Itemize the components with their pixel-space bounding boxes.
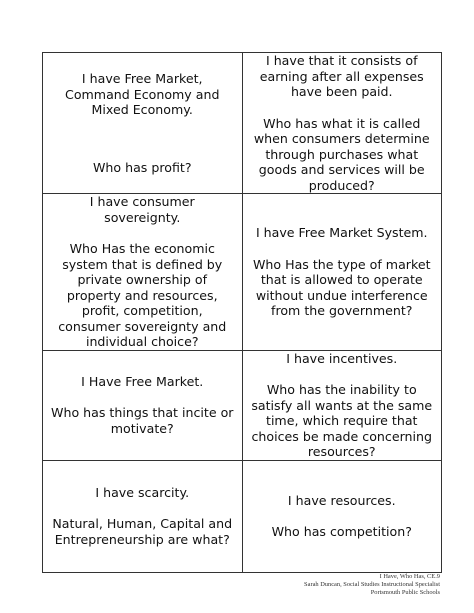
card: [43, 53, 243, 194]
card-have-text: I have resources.: [287, 492, 396, 508]
card-have-text: I have Free Market, Command Economy and Mixed Economy.: [65, 71, 220, 117]
card: [242, 194, 442, 351]
card: [43, 350, 243, 460]
card-have-text: I have incentives.: [286, 350, 398, 366]
card: [43, 460, 243, 572]
footer-title: I Have, Who Has, CE.9: [379, 573, 440, 580]
card-have-text: I have Free Market System.: [255, 225, 428, 240]
card-who-text: Who has competition?: [271, 524, 412, 539]
card: [242, 460, 442, 572]
card-have-text: I have scarcity.: [95, 484, 190, 500]
card-who-text: Who has the inability to satisfy all wants at the same time, which require that choices be made concerning resources?: [251, 382, 433, 459]
card-who-text: Who has things that incite or motivate?: [51, 405, 234, 436]
card: [242, 350, 442, 460]
card-grid: [42, 52, 442, 573]
footer-author: Sarah Duncan, Social Studies Instructional Specialist: [304, 581, 440, 588]
card-row: [43, 194, 442, 351]
card-who-text: Who has profit?: [92, 159, 192, 175]
card-row: [43, 350, 442, 460]
card-row: [43, 53, 442, 194]
card-who-text: Natural, Human, Capital and Entrepreneurship are what?: [52, 516, 233, 547]
card-row: [43, 460, 442, 572]
card-have-text: I have consumer sovereignty.: [89, 194, 195, 225]
card-have-text: I have that it consists of earning after all expenses have been paid.: [259, 53, 424, 99]
card-have-text: I Have Free Market.: [81, 373, 204, 389]
footer-organization: Portsmouth Public Schools: [370, 589, 440, 596]
card-who-text: Who Has the economic system that is defined by private ownership of property and resources, profit, competition, consumer sovereignty and individual choice?: [58, 241, 227, 349]
card-who-text: Who Has the type of market that is allowed to operate without undue interference from the government?: [252, 256, 431, 318]
page-footer: [304, 573, 440, 597]
card: [242, 53, 442, 194]
card-who-text: Who has what it is called when consumers determine through purchases what goods and services will be produced?: [253, 115, 430, 193]
card: [43, 194, 243, 351]
